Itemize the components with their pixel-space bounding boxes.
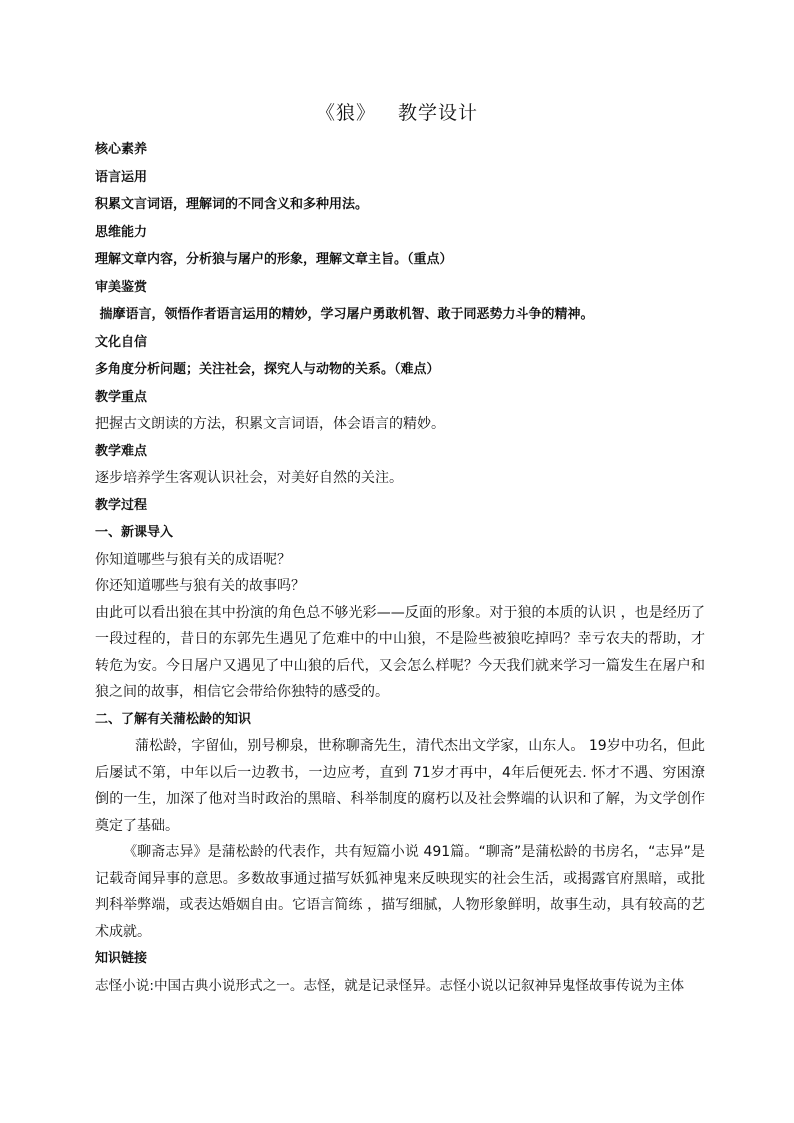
liaozhai-text: 《聊斋志异》是蒲松龄的代表作，共有短篇小说 491篇。“聊斋”是蒲松龄的书房名，“志异”是记载奇闻异事的意思。多数故事通过描写妖狐神鬼来反映现实的社会生活，或揭露官府黑暗，或批判科举弊端，或表达婚姻自由。它语言简练 ，描写细腻，人物形象鲜明，故事生动，具有较高的艺术成就。 <box>95 844 705 940</box>
heading-language: 语言运用 <box>95 169 148 185</box>
intro-paragraph: 由此可以看出狼在其中扮演的角色总不够光彩——反面的形象。对于狼的本质的认识 ，也是经历了一段过程的，昔日的东郭先生遇见了危难中的中山狼，不是险些被狼吃掉吗？幸亏农夫的帮助，才转危为安。今日屠户又遇见了中山狼的后代，又会怎么样呢？今天我们就来学习一篇发生在屠户和狼之间的故事，相信它会带给你独特的感受的。 <box>95 604 705 700</box>
heading-difficulties: 教学难点 <box>95 443 148 459</box>
title-rest: 教学设计 <box>398 102 479 124</box>
heading-culture: 文化自信 <box>95 334 148 350</box>
heading-step-two: 二、了解有关蒲松龄的知识 <box>95 711 252 727</box>
text-difficulties: 逐步培养学生客观认识社会，对美好自然的关注。 <box>95 470 403 486</box>
heading-core: 核心素养 <box>95 142 148 157</box>
heading-knowledge-link: 知识链接 <box>95 951 148 966</box>
text-language: 积累文言词语，理解词的不同含义和多种用法。 <box>95 197 369 212</box>
heading-step-one: 一、新课导入 <box>95 525 174 540</box>
question-stories: 你还知道哪些与狼有关的故事吗？ <box>95 578 305 594</box>
heading-process: 教学过程 <box>95 497 148 513</box>
pu-songling-text: 蒲松龄，字留仙，别号柳泉，世称聊斋先生，清代杰出文学家，山东人。 19岁中功名，但此后屡试不第，中年以后一边教书，一边应考，直到 71岁才再中，4年后便死去. 怀才不遇、穷困潦倒的一生，加深了他对当时政治的黑暗、科举制度的腐朽以及社会弊端的认识和了解，为文学创作奠定了基础。 <box>95 738 705 834</box>
text-aesthetic: 揣摩语言，领悟作者语言运用的精妙，学习屠户勇敢机智、敢于同恶势力斗争的精神。 <box>95 307 594 322</box>
text-culture: 多角度分析问题；关注社会，探究人与动物的关系。（难点） <box>95 362 440 377</box>
text-key-points: 把握古文朗读的方法，积累文言词语，体会语言的精妙。 <box>95 416 445 432</box>
document-body <box>95 136 705 999</box>
question-idioms: 你知道哪些与狼有关的成语呢？ <box>95 551 291 568</box>
heading-key-points: 教学重点 <box>95 389 148 405</box>
heading-thinking: 思维能力 <box>95 224 148 240</box>
liaozhai-paragraph <box>95 839 705 945</box>
title-book: 《狼》 <box>315 102 376 124</box>
pu-songling-paragraph <box>95 733 705 839</box>
heading-aesthetic: 审美鉴赏 <box>95 279 148 295</box>
page-title <box>0 98 794 125</box>
text-knowledge-link: 志怪小说:中国古典小说形式之一。志怪，就是记录怪异。志怪小说以记叙神异鬼怪故事传说为主体 <box>95 977 685 994</box>
text-thinking: 理解文章内容，分析狼与屠户的形象，理解文章主旨。（重点） <box>95 252 453 267</box>
